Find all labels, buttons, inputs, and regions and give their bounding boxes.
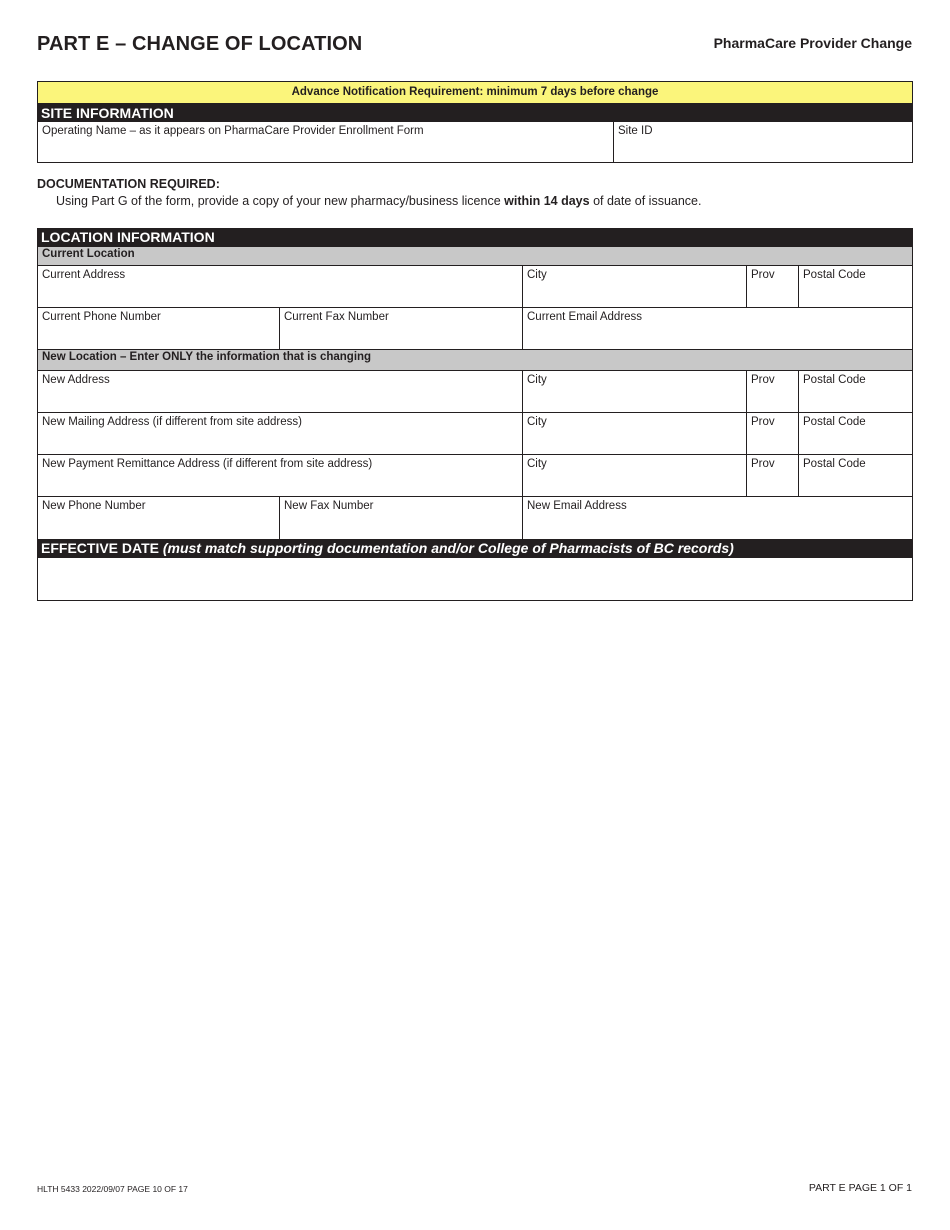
remittance-postal-input[interactable]	[803, 475, 908, 493]
current-postal-input[interactable]	[803, 286, 908, 304]
new-postal-input[interactable]	[803, 391, 908, 409]
site-id-field	[613, 121, 913, 163]
new-phone-field	[37, 496, 280, 540]
current-location-subheading: Current Location	[37, 246, 913, 266]
remittance-postal-field	[798, 454, 913, 497]
site-id-input[interactable]	[618, 141, 908, 159]
remittance-city-field	[522, 454, 747, 497]
mailing-address-input[interactable]	[42, 433, 518, 451]
new-postal-field	[798, 370, 913, 413]
mailing-postal-field	[798, 412, 913, 455]
remittance-prov-field	[746, 454, 799, 497]
mailing-prov-field	[746, 412, 799, 455]
current-address-field	[37, 265, 523, 308]
effective-date-input[interactable]	[42, 579, 908, 597]
operating-name-label: Operating Name – as it appears on PharmaCare Provider Enrollment Form	[42, 125, 424, 137]
current-fax-input[interactable]	[284, 328, 518, 346]
current-fax-field	[279, 307, 523, 350]
remittance-address-input[interactable]	[42, 475, 518, 493]
documentation-text-start: Using Part G of the form, provide a copy of your new pharmacy/business licence	[56, 194, 505, 208]
mailing-prov-input[interactable]	[751, 433, 794, 451]
new-location-subheading: New Location – Enter ONLY the information that is changing	[37, 349, 913, 371]
new-prov-label: Prov	[751, 374, 775, 386]
site-id-label: Site ID	[618, 125, 653, 137]
new-city-label: City	[527, 374, 547, 386]
mailing-postal-input[interactable]	[803, 433, 908, 451]
current-prov-field	[746, 265, 799, 308]
new-prov-field	[746, 370, 799, 413]
mailing-city-label: City	[527, 416, 547, 428]
new-address-field	[37, 370, 523, 413]
effective-date-heading	[37, 539, 913, 557]
operating-name-input[interactable]	[42, 141, 609, 159]
effective-date-title: EFFECTIVE DATE	[41, 540, 159, 556]
new-phone-label: New Phone Number	[42, 500, 146, 512]
form-name: PharmaCare Provider Change	[713, 35, 912, 51]
new-phone-input[interactable]	[42, 518, 275, 536]
effective-date-field	[37, 557, 913, 601]
current-address-label: Current Address	[42, 269, 126, 281]
current-phone-field	[37, 307, 280, 350]
mailing-city-input[interactable]	[527, 433, 742, 451]
current-phone-label: Current Phone Number	[42, 311, 161, 323]
current-email-field	[522, 307, 913, 350]
new-prov-input[interactable]	[751, 391, 794, 409]
remittance-city-label: City	[527, 458, 547, 470]
form-footer-id: HLTH 5433 2022/09/07 PAGE 10 OF 17	[37, 1184, 188, 1194]
remittance-address-field	[37, 454, 523, 497]
remittance-address-label: New Payment Remittance Address (if different from site address)	[42, 458, 373, 470]
current-city-field	[522, 265, 747, 308]
advance-notification-banner: Advance Notification Requirement: minimum 7 days before change	[37, 81, 913, 104]
current-city-label: City	[527, 269, 547, 281]
documentation-text	[56, 194, 701, 208]
new-address-input[interactable]	[42, 391, 518, 409]
new-postal-label: Postal Code	[803, 374, 866, 386]
operating-name-field	[37, 121, 614, 163]
new-city-field	[522, 370, 747, 413]
mailing-address-field	[37, 412, 523, 455]
current-prov-input[interactable]	[751, 286, 794, 304]
documentation-text-end: of date of issuance.	[589, 194, 702, 208]
new-email-label: New Email Address	[527, 500, 627, 512]
new-email-input[interactable]	[527, 518, 908, 536]
mailing-city-field	[522, 412, 747, 455]
form-footer-page: PART E PAGE 1 OF 1	[808, 1182, 912, 1194]
new-fax-field	[279, 496, 523, 540]
mailing-prov-label: Prov	[751, 416, 775, 428]
page-title: PART E – CHANGE OF LOCATION	[37, 33, 363, 55]
new-city-input[interactable]	[527, 391, 742, 409]
current-postal-field	[798, 265, 913, 308]
current-prov-label: Prov	[751, 269, 775, 281]
new-fax-input[interactable]	[284, 518, 518, 536]
site-information-heading: SITE INFORMATION	[37, 104, 913, 122]
remittance-prov-input[interactable]	[751, 475, 794, 493]
current-fax-label: Current Fax Number	[284, 311, 389, 323]
remittance-city-input[interactable]	[527, 475, 742, 493]
effective-date-note: (must match supporting documentation and/or College of Pharmacists of BC records)	[162, 540, 734, 556]
new-address-label: New Address	[42, 374, 110, 386]
new-fax-label: New Fax Number	[284, 500, 374, 512]
new-email-field	[522, 496, 913, 540]
remittance-postal-label: Postal Code	[803, 458, 866, 470]
current-address-input[interactable]	[42, 286, 518, 304]
current-email-input[interactable]	[527, 328, 908, 346]
mailing-postal-label: Postal Code	[803, 416, 866, 428]
documentation-text-bold: within 14 days	[504, 194, 590, 208]
remittance-prov-label: Prov	[751, 458, 775, 470]
current-email-label: Current Email Address	[527, 311, 643, 323]
current-phone-input[interactable]	[42, 328, 275, 346]
documentation-heading: DOCUMENTATION REQUIRED:	[37, 177, 220, 191]
mailing-address-label: New Mailing Address (if different from site address)	[42, 416, 302, 428]
current-postal-label: Postal Code	[803, 269, 866, 281]
location-information-heading: LOCATION INFORMATION	[37, 228, 913, 246]
current-city-input[interactable]	[527, 286, 742, 304]
